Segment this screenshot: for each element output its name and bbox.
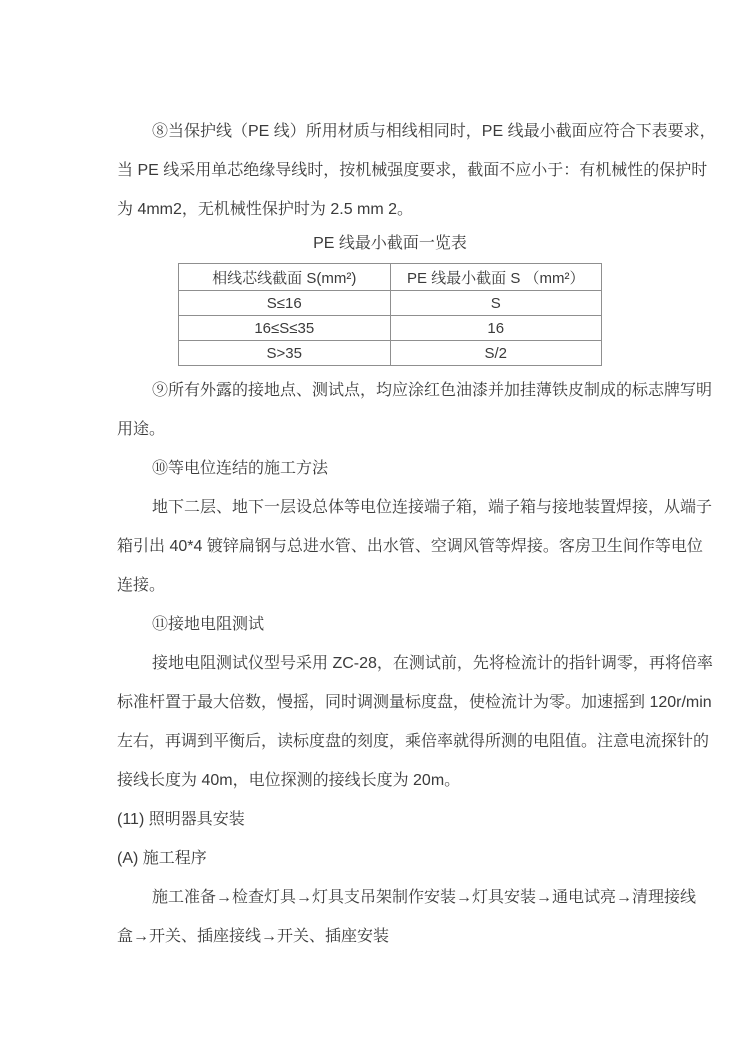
table-cell: S/2 xyxy=(390,341,602,366)
table-header-row xyxy=(179,264,602,291)
text-line: ⑧当保护线（PE 线）所用材质与相线相同时，PE 线最小截面应符合下表要求， xyxy=(152,123,716,140)
text-line: 盒→开关、插座接线→开关、插座安装 xyxy=(117,928,390,945)
text-line: 连接。 xyxy=(117,577,166,594)
table-row xyxy=(179,316,602,341)
table-header-cell: 相线芯线截面 S(mm²) xyxy=(179,264,391,291)
pe-min-section-table xyxy=(178,263,602,366)
table-cell: 16≤S≤35 xyxy=(179,316,391,341)
text-line: 箱引出 40*4 镀锌扁钢与总进水管、出水管、空调风管等焊接。客房卫生间作等电位 xyxy=(117,538,703,555)
text-line: 为 4mm2，无机械性保护时为 2.5 mm 2。 xyxy=(117,201,414,218)
text-line: 用途。 xyxy=(117,421,166,438)
table-cell: S xyxy=(390,291,602,316)
table-cell: 16 xyxy=(390,316,602,341)
text-line: 标准杆置于最大倍数，慢摇，同时调测量标度盘，使检流计为零。加速摇到 120r/min xyxy=(117,694,712,711)
section-heading: ⑪接地电阻测试 xyxy=(152,616,265,633)
table-row xyxy=(179,341,602,366)
text-line: 左右，再调到平衡后，读标度盘的刻度，乘倍率就得所测的电阻值。注意电流探针的 xyxy=(117,733,710,750)
document-body xyxy=(117,112,716,956)
text-line: 接线长度为 40m，电位探测的接线长度为 20m。 xyxy=(117,772,461,789)
table-row xyxy=(179,291,602,316)
section-heading: (A) 施工程序 xyxy=(117,850,207,867)
table-header-cell: PE 线最小截面 S （mm²） xyxy=(390,264,602,291)
table-cell: S>35 xyxy=(179,341,391,366)
text-line: 施工准备→检查灯具→灯具支吊架制作安装→灯具安装→通电试亮→清理接线 xyxy=(152,889,697,906)
text-line: 接地电阻测试仪型号采用 ZC-28，在测试前，先将检流计的指针调零，再将倍率 xyxy=(152,655,713,672)
text-line: ⑨所有外露的接地点、测试点，均应涂红色油漆并加挂薄铁皮制成的标志牌写明 xyxy=(152,382,713,399)
section-heading: (11) 照明器具安装 xyxy=(117,811,245,828)
text-line: 当 PE 线采用单芯绝缘导线时，按机械强度要求，截面不应小于：有机械性的保护时 xyxy=(117,162,708,179)
text-line: 地下二层、地下一层设总体等电位连接端子箱，端子箱与接地装置焊接，从端子 xyxy=(152,499,713,516)
table-cell: S≤16 xyxy=(179,291,391,316)
table-title: PE 线最小截面一览表 xyxy=(313,235,467,252)
section-heading: ⑩等电位连结的施工方法 xyxy=(152,460,329,477)
